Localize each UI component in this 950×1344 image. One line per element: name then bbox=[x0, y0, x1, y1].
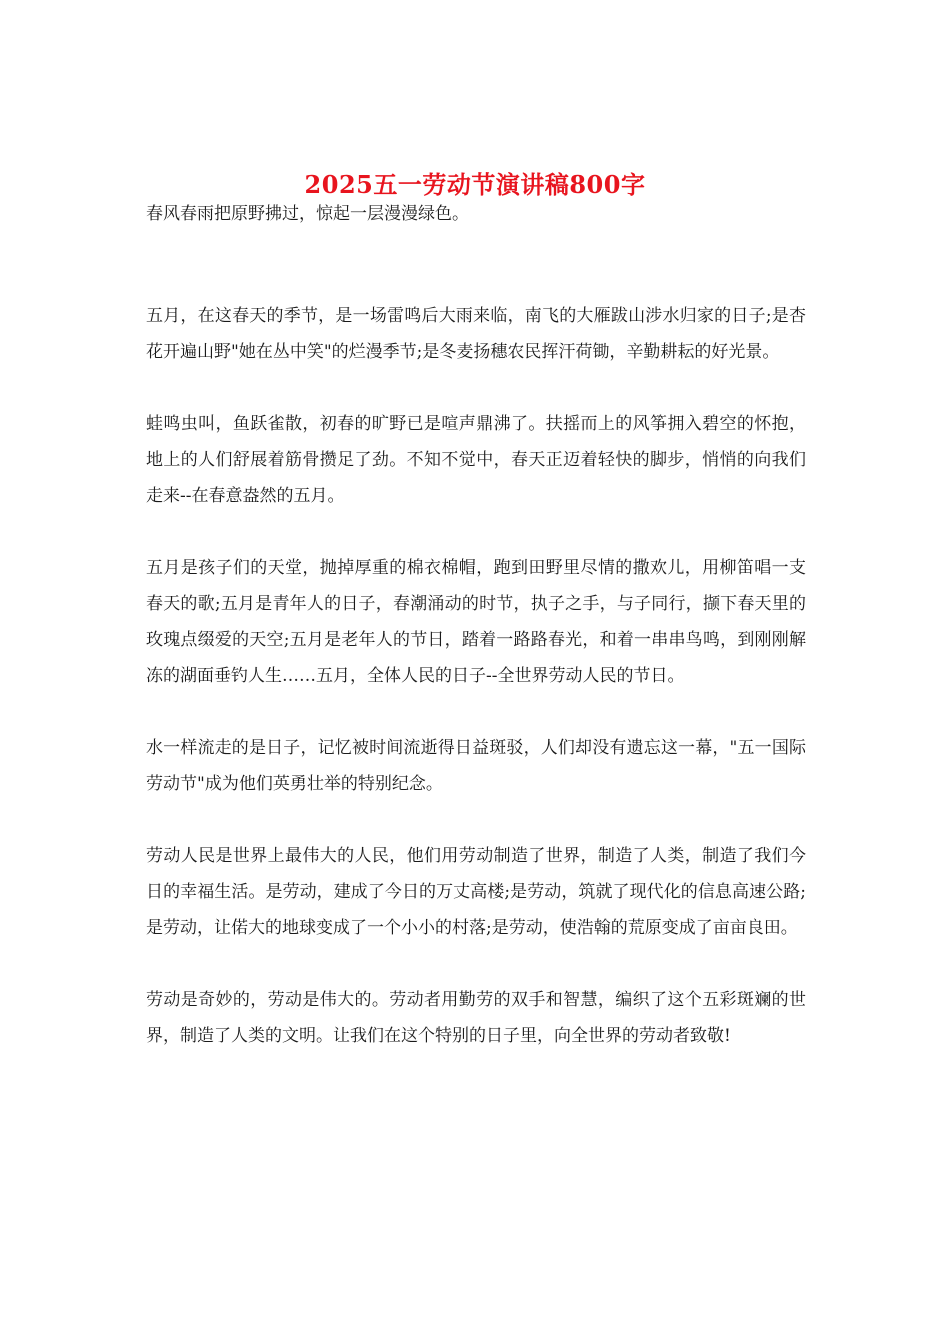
paragraph: 五月是孩子们的天堂，抛掉厚重的棉衣棉帽，跑到田野里尽情的撒欢儿，用柳笛唱一支春天的歌;五月是青年人的日子，春潮涌动的时节，执子之手，与子同行，撷下春天里的玫瑰点缀爱的天空;五月是老年人的节日，踏着一路路春光，和着一串串鸟鸣，到刚刚解冻的湖面垂钓人生……五月，全体人民的日子--全世界劳动人民的节日。 bbox=[146, 558, 806, 686]
paragraph: 水一样流走的是日子，记忆被时间流逝得日益斑驳，人们却没有遗忘这一幕，"五一国际劳动节"成为他们英勇壮举的特别纪念。 bbox=[146, 738, 806, 794]
document-body bbox=[146, 196, 806, 1054]
paragraph: 五月，在这春天的季节，是一场雷鸣后大雨来临，南飞的大雁跋山涉水归家的日子;是杏花开遍山野"她在丛中笑"的烂漫季节;是冬麦扬穗农民挥汗荷锄，辛勤耕耘的好光景。 bbox=[146, 306, 806, 362]
paragraph-intro: 春风春雨把原野拂过，惊起一层漫漫绿色。 bbox=[146, 204, 469, 224]
document-title: 2025五一劳动节演讲稿800字 bbox=[304, 170, 646, 200]
paragraph: 劳动人民是世界上最伟大的人民，他们用劳动制造了世界，制造了人类，制造了我们今日的幸福生活。是劳动，建成了今日的万丈高楼;是劳动，筑就了现代化的信息高速公路;是劳动，让偌大的地球变成了一个小小的村落;是劳动，使浩翰的荒原变成了亩亩良田。 bbox=[146, 846, 806, 938]
paragraph: 蛙鸣虫叫，鱼跃雀散，初春的旷野已是喧声鼎沸了。扶摇而上的风筝拥入碧空的怀抱，地上的人们舒展着筋骨攒足了劲。不知不觉中，春天正迈着轻快的脚步，悄悄的向我们走来--在春意盎然的五月。 bbox=[146, 414, 806, 506]
paragraph: 劳动是奇妙的，劳动是伟大的。劳动者用勤劳的双手和智慧，编织了这个五彩斑斓的世界，制造了人类的文明。让我们在这个特别的日子里，向全世界的劳动者致敬! bbox=[146, 990, 806, 1046]
